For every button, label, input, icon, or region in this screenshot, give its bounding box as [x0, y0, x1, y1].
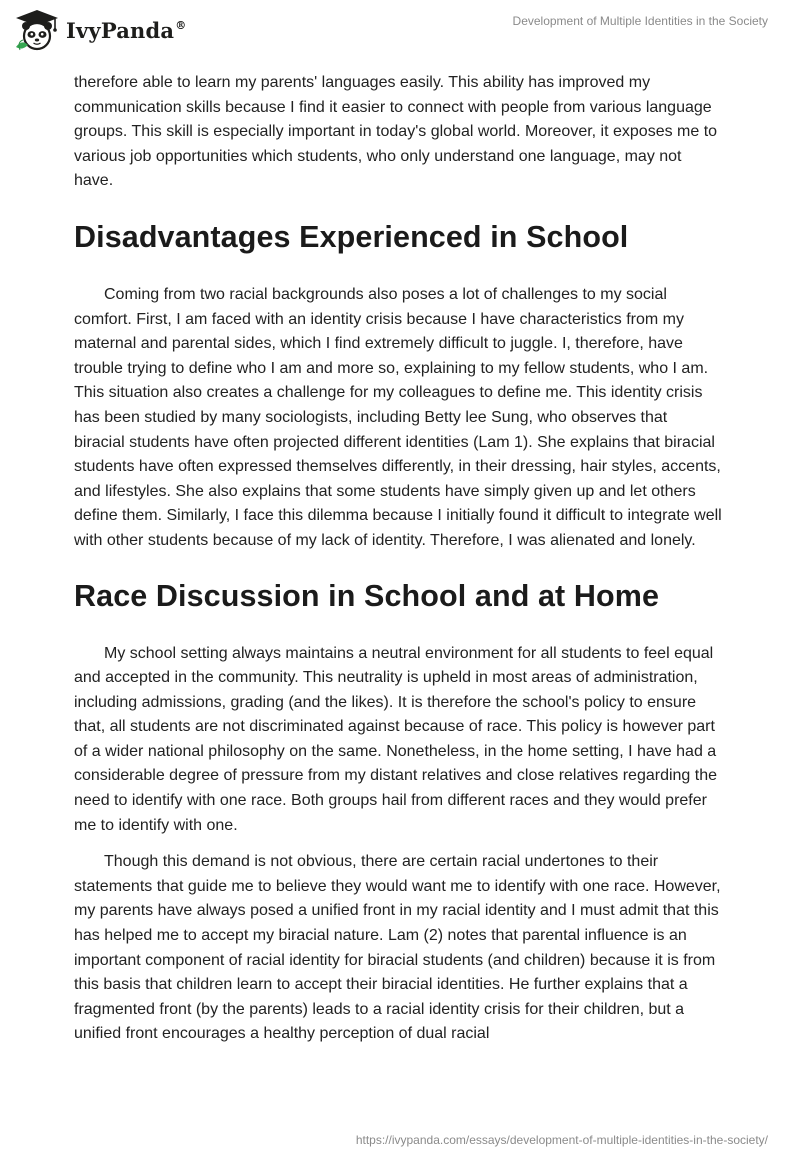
registered-mark: ® — [175, 18, 187, 32]
page-header — [0, 0, 800, 60]
logo-text: IvyPanda® — [66, 17, 187, 43]
ivypanda-logo[interactable] — [14, 8, 186, 52]
section2-paragraph: Though this demand is not obvious, there are certain racial undertones to their statements that guide me to believe they would want me to identify with one race. However, my parents have always posed a unified front in my racial identity and I must admit that this has helped me to accept my biracial nature. Lam (2) notes that parental influence is an important component of racial identity for biracial students (and children) because it is from this basis that children learn to accept their biracial identities. He further explains that a fragmented front (by the parents) leads to a racial identity crisis for their children, but a unified front encourages a healthy perception of dual racial — [74, 853, 721, 1043]
section-heading-race-discussion: Race Discussion in School and at Home — [74, 578, 660, 613]
essay-content — [74, 71, 722, 1047]
section-heading-disadvantages: Disadvantages Experienced in School — [74, 219, 629, 254]
section2-paragraph: My school setting always maintains a neutral environment for all students to feel equal and accepted in the community. This neutrality is upheld in most areas of administration, including admissions, grading (and the likes). It is therefore the school's policy to ensure that, all students are not discriminated against because of race. This policy is however part of a wider national philosophy on the same. Nonetheless, in the home setting, I have had a considerable degree of pressure from my distant relatives and close relatives regarding the need to identify with one race. Both groups hail from different races and they would prefer me to identify with one. — [74, 644, 717, 834]
section1-paragraph: Coming from two racial backgrounds also poses a lot of challenges to my social comfort. First, I am faced with an identity crisis because I have characteristics from my maternal and parental sides, which I find extremely difficult to juggle. I, therefore, have trouble trying to define who I am and more so, explaining to my fellow students, who I am. This situation also creates a challenge for my colleagues to define me. This identity crisis has been studied by many sociologists, including Betty lee Sung, who observes that biracial students have often projected different identities (Lam 1). She explains that biracial students have often expressed themselves differently, in their dressing, hair styles, accents, and lifestyles. She also explains that some students have simply given up and let others define them. Similarly, I face this dilemma because I initially found it difficult to integrate well with other students because of my lack of identity. Therefore, I was alienated and lonely. — [74, 285, 722, 549]
panda-graduate-icon — [14, 9, 60, 51]
source-url[interactable]: https://ivypanda.com/essays/development-of-multiple-identities-in-the-society/ — [355, 1133, 768, 1147]
intro-paragraph: therefore able to learn my parents' languages easily. This ability has improved my communication skills because I find it easier to connect with people from various language groups. This skill is especially important in today's global world. Moreover, it exposes me to various job opportunities which students, who only understand one language, may not have. — [74, 74, 718, 190]
document-title: Development of Multiple Identities in the Society — [512, 14, 768, 28]
